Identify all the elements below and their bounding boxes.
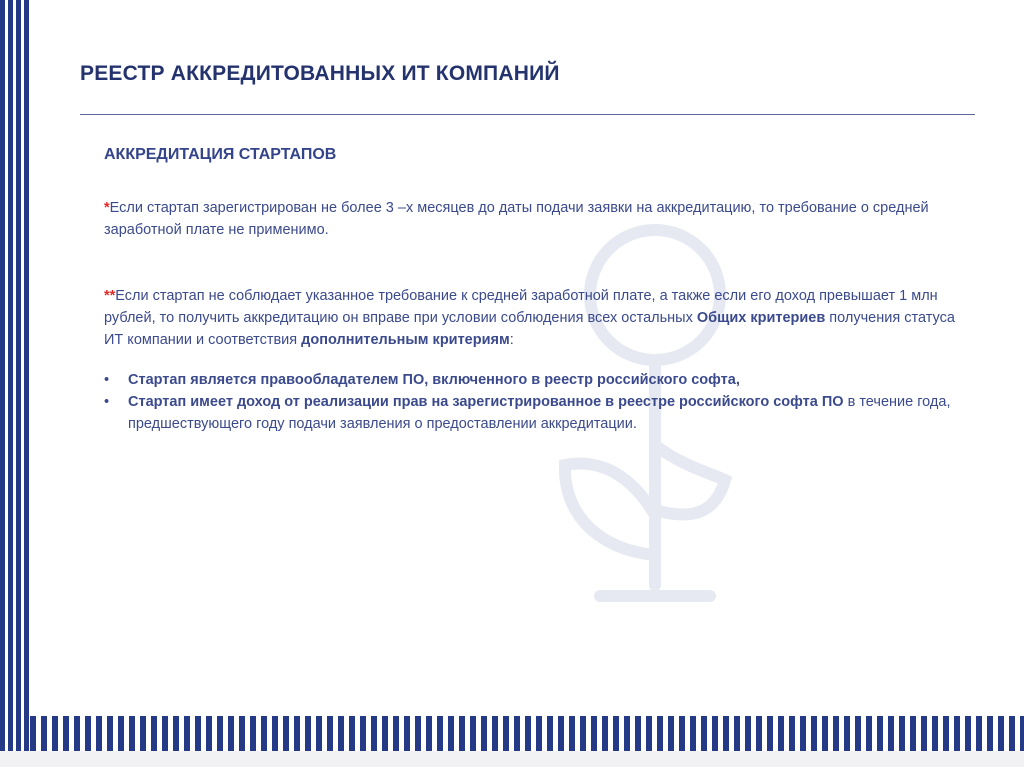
additional-criteria-bold: дополнительным критериям [301,332,510,348]
general-criteria-bold: Общих критериев [696,310,826,326]
note-text-start: Если стартап не соблюдает указанное требование к средней заработной плате, а также если его доход превышает 1 млн рублей, то получить аккредитацию он вправе при условии соблюдения всех остальных [104,288,938,326]
left-stripe-border [0,0,30,751]
criteria-list [104,369,964,435]
bottom-gap [0,751,1024,767]
list-item-bold: Стартап имеет доход от реализации прав на зарегистрированное в реестре российского софта ПО [128,394,844,410]
note-paragraph-1 [104,197,964,241]
page-title: РЕЕСТР АККРЕДИТОВАННЫХ ИТ КОМПАНИЙ [80,62,560,85]
list-item-bold: Стартап является правообладателем ПО, включенного в реестр российского софта, [128,372,740,388]
note-text-end: : [509,332,514,348]
note-text-middle: получения статуса ИТ компании и соответствия [104,310,955,348]
footnote-marker: ** [104,288,116,304]
content-body [104,197,964,435]
list-item-rest: в течение года, предшествующего году подачи заявления о предоставлении аккредитации. [128,394,951,432]
note-text: Если стартап зарегистрирован не более 3 –х месяцев до даты подачи заявки на аккредитацию, то требование о средней заработной плате не применимо. [104,200,929,238]
title-divider [80,114,975,115]
list-item [104,391,964,435]
list-item [104,369,964,391]
section-title: АККРЕДИТАЦИЯ СТАРТАПОВ [104,146,337,163]
footnote-marker: * [104,200,110,216]
note-paragraph-2 [104,285,964,351]
bottom-stripe-border [30,716,1024,751]
